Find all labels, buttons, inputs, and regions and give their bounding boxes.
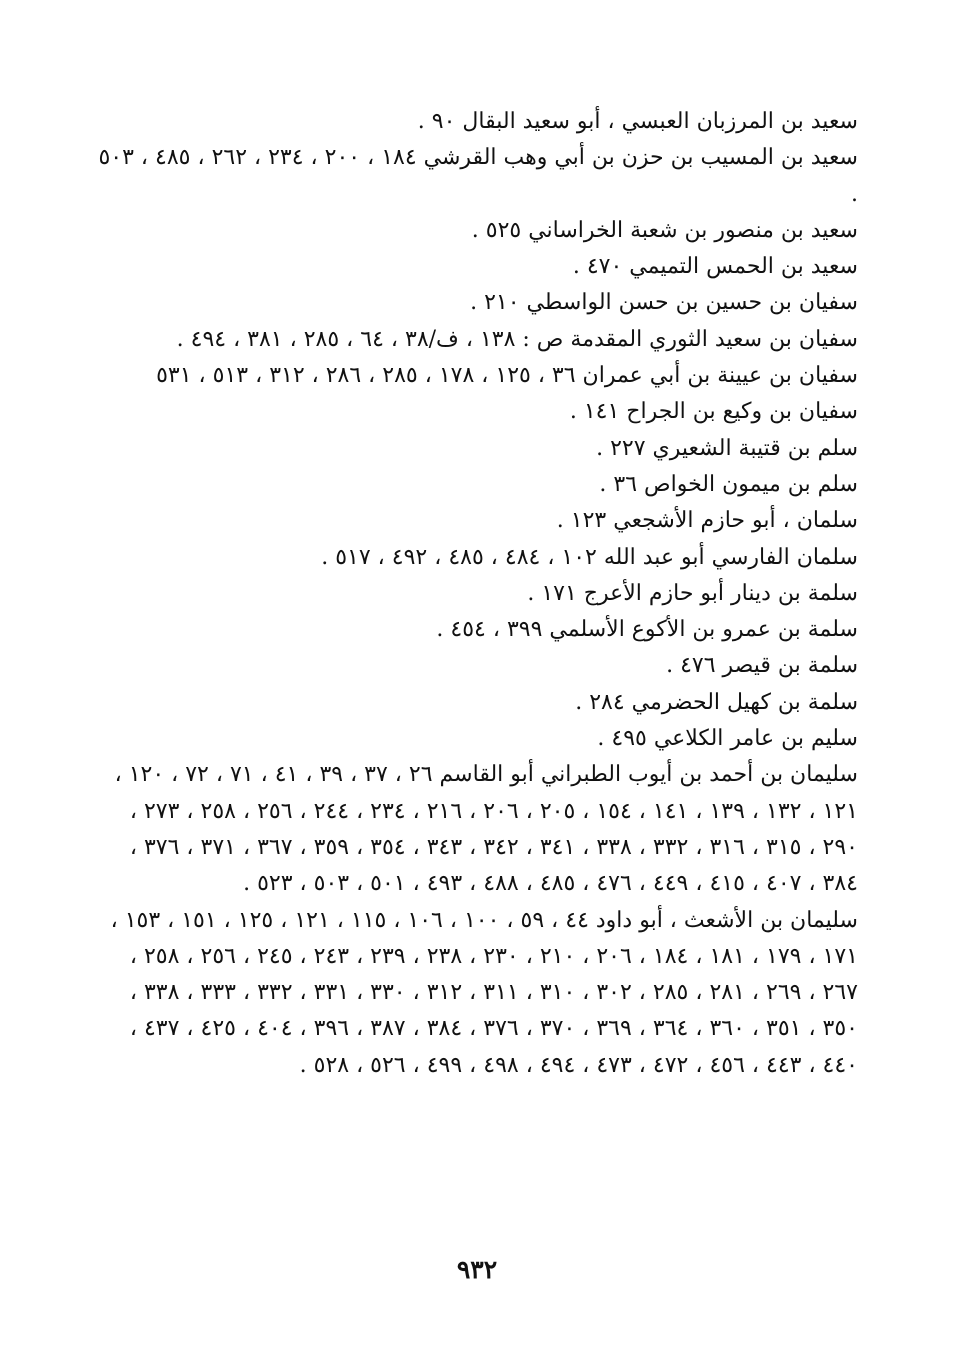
- index-entry-text: سلم بن قتيبة الشعيري ٢٢٧ .: [596, 435, 858, 461]
- names-index-list: [98, 104, 858, 1084]
- index-entry: [98, 249, 858, 285]
- index-entry: [98, 903, 858, 1084]
- index-entry-text: سلمة بن قيصر ٤٧٦ .: [666, 653, 858, 679]
- index-entry-text: سلمة بن دينار أبو حازم الأعرج ١٧١ .: [527, 580, 858, 606]
- index-entry: [98, 394, 858, 430]
- index-entry: [98, 757, 858, 902]
- index-entry-text: سلمة بن كهيل الحضرمي ٢٨٤ .: [575, 689, 858, 715]
- index-entry: [98, 685, 858, 721]
- index-entry: [98, 576, 858, 612]
- index-entry-text: سليم بن عامر الكلاعي ٤٩٥ .: [597, 726, 858, 752]
- index-entry: [98, 358, 858, 394]
- index-entry: [98, 431, 858, 467]
- index-entry-text: سلمان الفارسي أبو عبد الله ١٠٢ ، ٤٨٤ ، ٤٨٥ ، ٤٩٢ ، ٥١٧ .: [321, 544, 858, 570]
- index-entry: [98, 648, 858, 684]
- index-entry-text: سعيد بن المسيب بن حزن بن أبي وهب القرشي ١٨٤ ، ٢٠٠ ، ٢٣٤ ، ٢٦٢ ، ٤٨٥ ، ٥٠٣ .: [98, 145, 858, 207]
- index-entry-text: سعيد بن منصور بن شعبة الخراساني ٥٢٥ .: [471, 217, 858, 243]
- index-entry-text: سليمان بن الأشعث ، أبو داود ٤٤ ، ٥٩ ، ١٠٠ ، ١٠٦ ، ١١٥ ، ١٢١ ، ١٢٥ ، ١٥١ ، ١٥٣ ، ١٧١ ، ١٧٩ ، ١٨١ ، ١٨٤ ، ٢٠٦ ، ٢١٠ ، ٢٣٠ ، ٢٣٨ ، ٢٣٩ ، ٢٤٣ ، ٢٤٥ ، ٢٥٦ ، ٢٥٨ ، ٢٦٧ ، ٢٦٩ ، ٢٨١ ، ٢٨٥ ، ٣٠٢ ، ٣١٠ ، ٣١١ ، ٣١٢ ، ٣٣٠ ، ٣٣١ ، ٣٣٢ ، ٣٣٣ ، ٣٣٨ ، ٣٥٠ ، ٣٥١ ، ٣٦٠ ، ٣٦٤ ، ٣٦٩ ، ٣٧٠ ، ٣٧٦ ، ٣٨٤ ، ٣٨٧ ، ٣٩٦ ، ٤٠٤ ، ٤٢٥ ، ٤٣٧ ، ٤٤٠ ، ٤٤٣ ، ٤٥٦ ، ٤٧٢ ، ٤٧٣ ، ٤٩٤ ، ٤٩٨ ، ٤٩٩ ، ٥٢٦ ، ٥٢٨ .: [110, 907, 858, 1078]
- index-entry-text: سلمان ، أبو حازم الأشجعي ١٢٣ .: [556, 508, 858, 534]
- index-entry-text: سفيان بن سعيد الثوري المقدمة ص : ١٣٨ ، ف/٣٨ ، ٦٤ ، ٢٨٥ ، ٣٨١ ، ٤٩٤ .: [176, 326, 858, 352]
- index-entry: [98, 322, 858, 358]
- index-entry-text: سعيد بن الحمس التميمي ٤٧٠ .: [572, 254, 858, 280]
- index-entry: [98, 467, 858, 503]
- index-entry: [98, 285, 858, 321]
- index-entry: [98, 612, 858, 648]
- index-entry-text: سعيد بن المرزبان العبسي ، أبو سعيد البقال ٩٠ .: [417, 109, 858, 134]
- index-entry-text: سفيان بن وكيع بن الجراح ١٤١ .: [569, 399, 858, 425]
- index-entry-text: سفيان بن حسين بن حسن الواسطي ٢١٠ .: [470, 290, 858, 316]
- index-entry-text: سليمان بن أحمد بن أيوب الطبراني أبو القاسم ٢٦ ، ٣٧ ، ٣٩ ، ٤١ ، ٧١ ، ٧٢ ، ١٢٠ ، ١٢١ ، ١٣٢ ، ١٣٩ ، ١٤١ ، ١٥٤ ، ٢٠٥ ، ٢٠٦ ، ٢١٦ ، ٢٣٤ ، ٢٤٤ ، ٢٥٦ ، ٢٥٨ ، ٢٧٣ ، ٢٩٠ ، ٣١٥ ، ٣١٦ ، ٣٣٢ ، ٣٣٨ ، ٣٤١ ، ٣٤٢ ، ٣٤٣ ، ٣٥٤ ، ٣٥٩ ، ٣٦٧ ، ٣٧١ ، ٣٧٦ ، ٣٨٤ ، ٤٠٧ ، ٤١٥ ، ٤٤٩ ، ٤٧٦ ، ٤٨٥ ، ٤٨٨ ، ٤٩٣ ، ٥٠١ ، ٥٠٣ ، ٥٢٣ .: [114, 762, 858, 897]
- index-entry-text: سلمة بن عمرو بن الأكوع الأسلمي ٣٩٩ ، ٤٥٤ .: [436, 617, 858, 643]
- index-entry: [98, 104, 858, 140]
- page-number: ٩٣٢: [456, 1255, 498, 1284]
- index-entry: [98, 140, 858, 213]
- index-entry-text: سفيان بن عيينة بن أبي عمران ٣٦ ، ١٢٥ ، ١٧٨ ، ٢٨٥ ، ٢٨٦ ، ٣١٢ ، ٥١٣ ، ٥٣١: [156, 363, 858, 389]
- index-entry-text: سلم بن ميمون الخواص ٣٦ .: [599, 471, 858, 497]
- index-entry: [98, 721, 858, 757]
- index-entry: [98, 503, 858, 539]
- index-entry: [98, 213, 858, 249]
- index-entry: [98, 540, 858, 576]
